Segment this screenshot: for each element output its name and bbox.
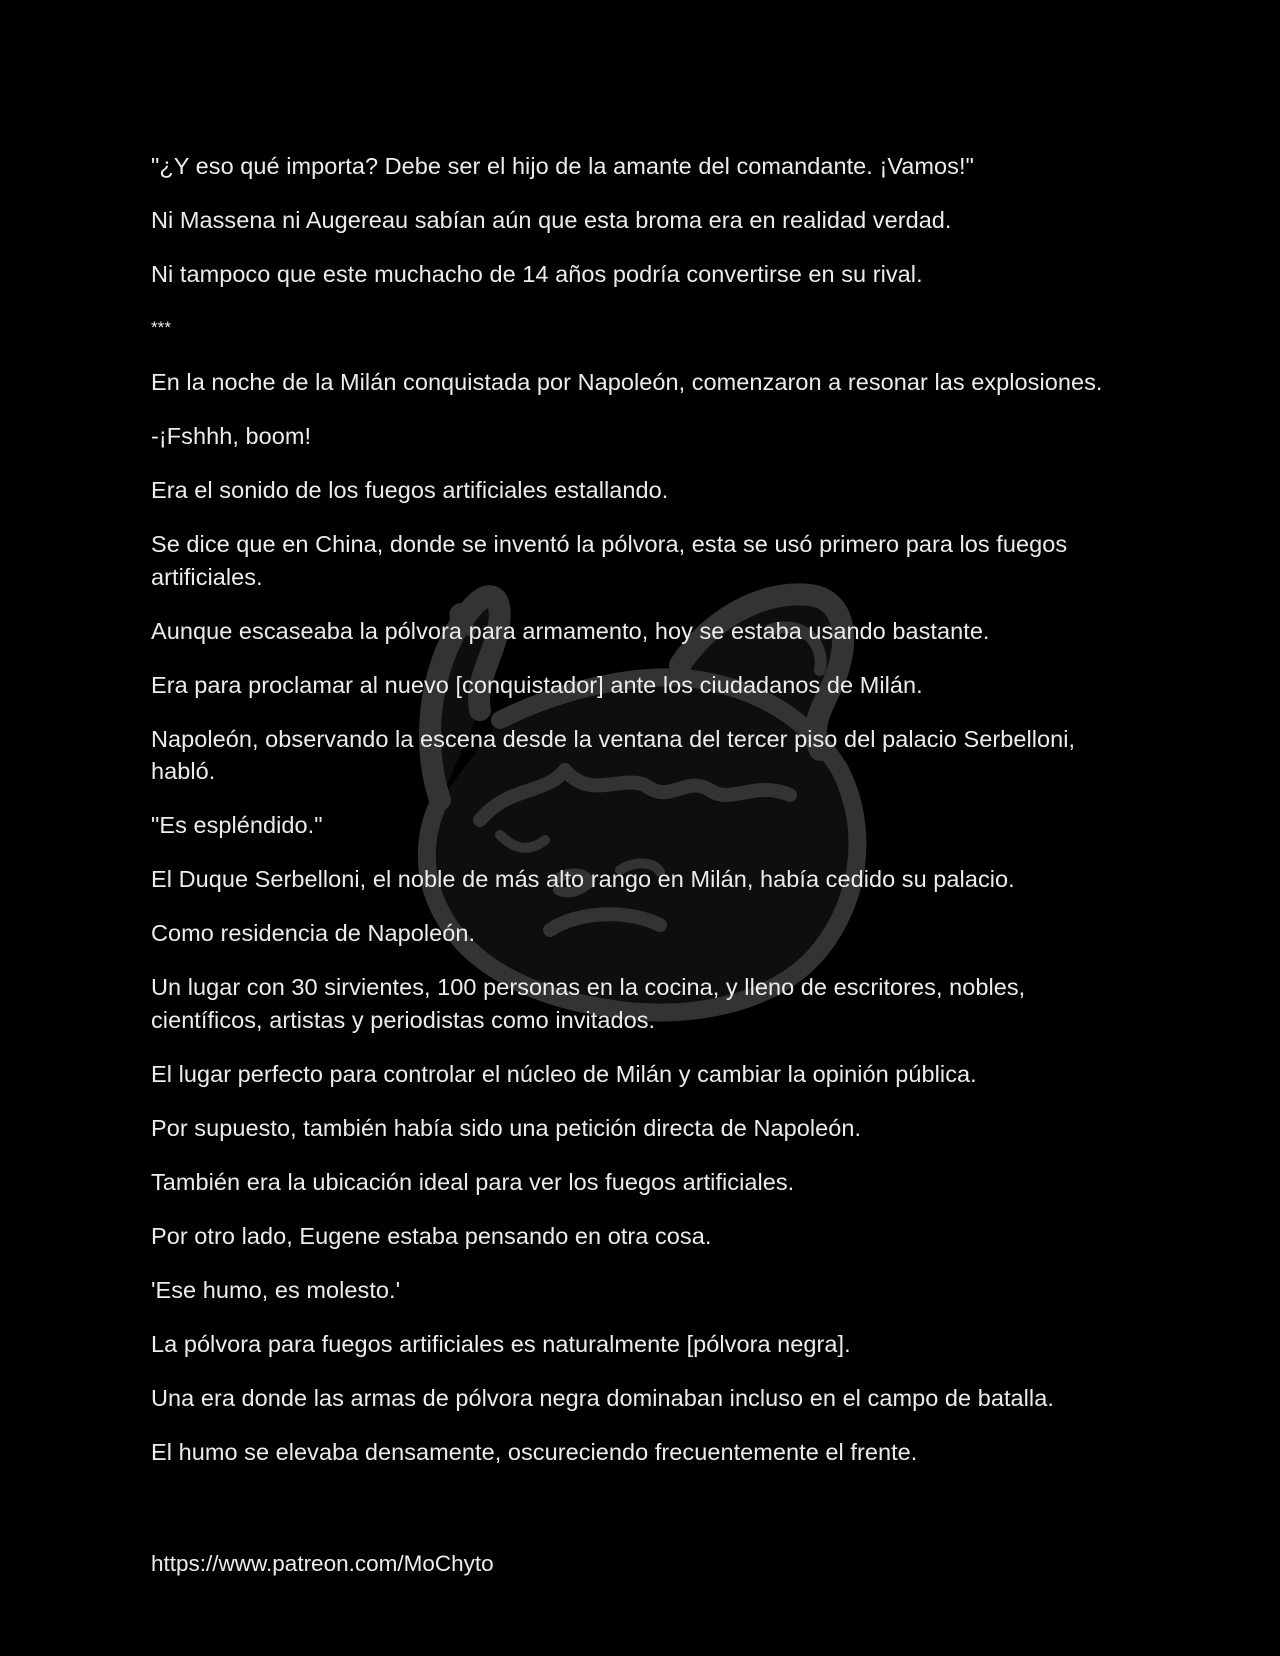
paragraph: -¡Fshhh, boom! (151, 423, 312, 449)
section-separator: *** (151, 318, 171, 337)
chapter-text (151, 150, 1141, 1490)
paragraph: 'Ese humo, es molesto.' (151, 1276, 401, 1303)
paragraph: Ni tampoco que este muchacho de 14 años podría convertirse en su rival. (151, 261, 923, 287)
paragraph: Era para proclamar al nuevo [conquistador] ante los ciudadanos de Milán. (151, 671, 923, 698)
paragraph: Un lugar con 30 sirvientes, 100 personas en la cocina, y lleno de escritores, nobles, científicos, artistas y periodistas como invitados. (151, 974, 1026, 1033)
paragraph: "¿Y eso qué importa? Debe ser el hijo de la amante del comandante. ¡Vamos!" (151, 153, 974, 179)
paragraph: El Duque Serbelloni, el noble de más alto rango en Milán, había cedido su palacio. (151, 866, 1015, 892)
paragraph: Por supuesto, también había sido una petición directa de Napoleón. (151, 1114, 862, 1141)
paragraph: Por otro lado, Eugene estaba pensando en otra cosa. (151, 1222, 712, 1249)
paragraph: Una era donde las armas de pólvora negra dominaban incluso en el campo de batalla. (151, 1384, 1054, 1411)
paragraph: Como residencia de Napoleón. (151, 920, 476, 946)
paragraph: La pólvora para fuegos artificiales es naturalmente [pólvora negra]. (151, 1330, 851, 1357)
paragraph: El lugar perfecto para controlar el núcleo de Milán y cambiar la opinión pública. (151, 1060, 977, 1087)
paragraph: Ni Massena ni Augereau sabían aún que esta broma era en realidad verdad. (151, 207, 952, 233)
paragraph: Era el sonido de los fuegos artificiales estallando. (151, 477, 669, 503)
paragraph: Aunque escaseaba la pólvora para armamento, hoy se estaba usando bastante. (151, 617, 990, 644)
paragraph: También era la ubicación ideal para ver los fuegos artificiales. (151, 1168, 795, 1195)
paragraph: "Es espléndido." (151, 812, 323, 838)
paragraph: Napoleón, observando la escena desde la ventana del tercer piso del palacio Serbelloni, habló. (151, 725, 1076, 784)
paragraph: El humo se elevaba densamente, oscureciendo frecuentemente el frente. (151, 1438, 918, 1465)
paragraph: En la noche de la Milán conquistada por Napoleón, comenzaron a resonar las explosiones. (151, 369, 1103, 395)
patreon-link[interactable]: https://www.patreon.com/MoChyto (151, 1551, 494, 1576)
paragraph: Se dice que en China, donde se inventó la pólvora, esta se usó primero para los fuegos artificiales. (151, 531, 1068, 590)
